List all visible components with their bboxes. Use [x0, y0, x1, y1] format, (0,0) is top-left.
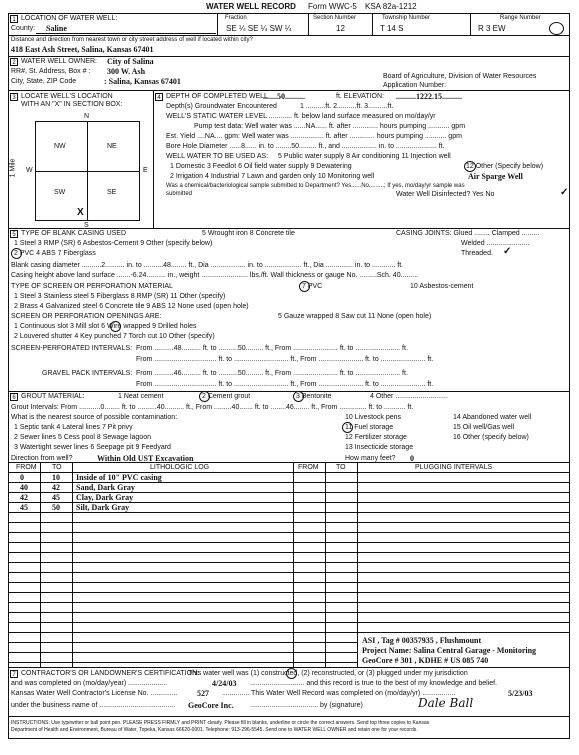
- fuel-storage-circle: [342, 422, 353, 433]
- log-note-2: Project Name: Salina Central Garage - Monitoring: [362, 646, 537, 655]
- screen-asbestos[interactable]: 10 Asbestos-cement: [410, 283, 474, 290]
- casing-threaded[interactable]: Threaded.: [461, 250, 493, 257]
- est-yield[interactable]: Est. Yield ....NA.... gpm: Well water was ................. ft. after ............. hours pumping ........... gpm: [166, 133, 462, 140]
- log-header-to-2: TO: [336, 464, 346, 471]
- log-header-lithologic: LITHOLOGIC LOG: [150, 464, 210, 471]
- chem-submitted: submitted: [166, 191, 193, 197]
- contam-10[interactable]: 10 Livestock pens: [345, 414, 402, 421]
- spi-label: SCREEN-PERFORATED INTERVALS:: [11, 345, 132, 352]
- casing-row-2[interactable]: 2 PVC 4 ABS 7 Fiberglass: [14, 250, 96, 257]
- cert-line-3a: Kansas Water Well Contractor's License No. ..............: [11, 690, 178, 697]
- openings-row-3[interactable]: 2 Louvered shutter 4 Key punched 7 Torch cut 10 Other (specify): [14, 333, 215, 340]
- section-7-number: 7: [10, 670, 18, 678]
- use-row-3[interactable]: 2 Irrigation 4 Industrial 7 Lawn and garden only 10 Monitoring well: [170, 173, 375, 180]
- log-row-line: [8, 512, 570, 513]
- log-row-from[interactable]: 45: [20, 503, 28, 512]
- contam-12[interactable]: 12 Fertilizer storage: [345, 434, 407, 441]
- contam-row-2[interactable]: 2 Sewer lines 5 Cess pool 8 Sewage lagoon: [14, 434, 151, 441]
- section-1-number: 1: [10, 15, 18, 23]
- log-row-line: [8, 552, 570, 553]
- log-row-description[interactable]: Sand, Dark Gray: [76, 483, 135, 492]
- form-statute: KSA 82a-1212: [365, 2, 417, 11]
- signature[interactable]: Dale Ball: [418, 696, 474, 710]
- compass-n: N: [84, 113, 90, 120]
- township-value[interactable]: T 14 S: [380, 24, 404, 33]
- business-name[interactable]: GeoCore Inc.: [188, 701, 234, 710]
- grout-3[interactable]: 3 Bentonite: [296, 393, 332, 400]
- depth-value[interactable]: .......50..........: [263, 92, 305, 101]
- section-2-number: 2: [10, 58, 18, 66]
- casing-welded[interactable]: Welded ......................: [461, 240, 530, 247]
- quadrant-ne: NE: [107, 143, 117, 150]
- log-row-from[interactable]: 0: [20, 473, 24, 482]
- log-row-line: [8, 662, 357, 663]
- howmany-label: How many feet?: [345, 455, 396, 462]
- use-label: WELL WATER TO BE USED AS:: [166, 153, 269, 160]
- cert-line-4b: ................................... by (signature): [250, 702, 363, 709]
- contam-14[interactable]: 14 Abandoned water well: [453, 414, 532, 421]
- disinfected-no-check: ✓: [560, 187, 569, 198]
- casing-joints[interactable]: CASING JOINTS: Glued ........ Clamped .........: [396, 230, 540, 237]
- rr-value[interactable]: 300 W. Ash: [107, 67, 146, 76]
- chem-sample[interactable]: Was a chemical/bacteriological sample submitted to Department? Yes......No.........; If yes, mo/day/yr sample was: [166, 183, 465, 189]
- log-row-line: [8, 582, 570, 583]
- completion-date[interactable]: 4/24/03: [212, 679, 237, 688]
- quadrant-sw: SW: [54, 189, 66, 196]
- grout-2-circle: [199, 391, 210, 402]
- casing-height[interactable]: Casing height above land surface .......-6.24.......... in., weight ........................ lbs./ft. Wall thickness or gauge No. .........Sch. 40.........: [11, 272, 419, 279]
- use-12-circle: [464, 161, 476, 172]
- compass-e: E: [143, 167, 148, 174]
- contamination-label: What is the nearest source of possible contamination:: [11, 414, 178, 421]
- form-number: Form WWC-5: [308, 2, 357, 11]
- openings-row-2[interactable]: 1 Continuous slot 3 Mill slot 6 Wire wrapped 9 Drilled holes: [14, 323, 197, 330]
- section-4-number: 4: [155, 93, 163, 101]
- city-label: City, State, ZIP Code: [11, 78, 77, 85]
- section-6-number: 6: [10, 393, 18, 401]
- s7-label: CONTRACTOR'S OR LANDOWNER'S CERTIFICATION:: [21, 670, 200, 677]
- log-row-from[interactable]: 42: [20, 493, 28, 502]
- screen-row-2[interactable]: 2 Brass 4 Galvanized steel 6 Concrete tile 9 ABS 12 None used (open hole): [14, 303, 249, 310]
- log-row-line: [8, 632, 570, 633]
- fraction-value[interactable]: SE ¼ SE ¼ SW ¼: [226, 24, 292, 33]
- contam-11[interactable]: 11 Fuel storage: [345, 424, 394, 431]
- gravel-pack-label: GRAVEL PACK INTERVALS:: [42, 370, 133, 377]
- mill-slot-circle: [110, 321, 121, 332]
- log-row-line: [8, 532, 570, 533]
- section-number-value[interactable]: 12: [336, 24, 345, 33]
- screen-pvc-circle: [299, 281, 310, 292]
- other-use-value[interactable]: Air Sparge Well: [468, 172, 523, 181]
- howmany-value[interactable]: 0: [410, 454, 414, 463]
- openings-label: SCREEN OR PERFORATION OPENINGS ARE:: [11, 313, 162, 320]
- log-row-to[interactable]: 42: [52, 483, 60, 492]
- contam-row-1[interactable]: 1 Septic tank 4 Lateral lines 7 Pit privy: [14, 424, 133, 431]
- range-label: Range Number: [500, 15, 541, 21]
- casing-row-0[interactable]: 5 Wrought iron 8 Concrete tile: [202, 230, 295, 237]
- county-label: County:: [11, 25, 36, 32]
- log-row-line: [8, 562, 570, 563]
- groundwater-values[interactable]: 1 ..........ft. 2..........ft. 3..........ft.: [300, 103, 394, 110]
- s6-label: GROUT MATERIAL:: [21, 393, 85, 400]
- record-date[interactable]: 5/23/03: [508, 689, 533, 698]
- application-number-label: Application Number:: [383, 82, 447, 89]
- section-3-number: 3: [10, 93, 18, 101]
- elevation-value[interactable]: ..........1222.15..........: [396, 92, 462, 101]
- log-row-line: [8, 542, 570, 543]
- contam-16[interactable]: 16 Other (specify below): [453, 434, 529, 441]
- threaded-check: ✓: [503, 246, 512, 257]
- screen-pvc[interactable]: 7 PVC: [302, 283, 323, 290]
- form-title: WATER WELL RECORD: [206, 2, 296, 11]
- log-row-description[interactable]: Inside of 10" PVC casing: [76, 473, 162, 482]
- cert-line-2a: and was completed on (mo/day/year) ....................: [11, 680, 168, 687]
- openings-row-1[interactable]: 5 Gauze wrapped 8 Saw cut 11 None (open hole): [278, 313, 432, 320]
- well-address[interactable]: 418 East Ash Street, Salina, Kansas 67401: [11, 45, 154, 54]
- fraction-label: Fraction: [225, 15, 247, 21]
- use-row-1[interactable]: 5 Public water supply 8 Air conditioning 11 Injection well: [278, 153, 451, 160]
- spi-row-1[interactable]: From ..........48.......... ft. to ..........50......... ft., From ....................... ft. to ....................... ft.: [136, 345, 408, 352]
- log-row-to[interactable]: 50: [52, 503, 60, 512]
- direction-value[interactable]: Within Old UST Excavation: [97, 454, 194, 463]
- s3-label: LOCATE WELL'S LOCATION: [21, 93, 113, 100]
- s2-label: WATER WELL OWNER:: [21, 58, 97, 65]
- spi-row-2[interactable]: From ................................ ft. to ............................ ft., From ....................... ft. to ....................... ft.: [136, 356, 434, 363]
- log-row-line: [8, 622, 570, 623]
- section-number-label: Section Number: [313, 15, 357, 21]
- log-note-3: GeoCore # 301 , KDHE # US 085 740: [362, 656, 489, 665]
- cert-line-3b: .............. This Water Well Record was completed on (mo/day/yr) .................: [222, 690, 456, 697]
- s3-label-2: WITH AN "X" IN SECTION BOX:: [21, 101, 123, 108]
- casing-pvc-circle: [11, 248, 22, 259]
- mile-label: 1 Mile: [9, 158, 17, 178]
- cert-line-1: This water well was (1) constructed, (2) reconstructed, or (3) plugged under my jurisdiction: [188, 670, 468, 677]
- grout-2[interactable]: 2 Cement grout: [202, 393, 251, 400]
- contam-13[interactable]: 13 Insecticide storage: [345, 444, 414, 451]
- s1-label: LOCATION OF WATER WELL:: [21, 15, 118, 22]
- log-row-to[interactable]: 45: [52, 493, 60, 502]
- compass-s: S: [84, 222, 89, 229]
- cert-line-2b: ............................ and this record is true to the best of my knowledge and belief.: [250, 680, 498, 687]
- bore-hole[interactable]: Bore Hole Diameter ......8...... in. to ........50......... ft., and .................. in. to ..................... ft.: [166, 143, 445, 150]
- log-row-description[interactable]: Clay, Dark Gray: [76, 493, 134, 502]
- use-other[interactable]: 12 Other (Specify below): [466, 163, 544, 170]
- distance-label: Distance and direction from nearest town or city street address of well if located within city?: [11, 37, 253, 43]
- quadrant-nw: NW: [54, 143, 66, 150]
- s5-label: TYPE OF BLANK CASING USED: [21, 230, 127, 237]
- log-note-1: ASI , Tag # 00357935 , Flushmount: [362, 636, 482, 645]
- gravel-pack-row-2[interactable]: From ................................ ft. to ............................ ft., From ....................... ft. to ....................... ft.: [136, 381, 434, 388]
- instructions-line-1: INSTRUCTIONS: Use typewriter or ball point pen. PLEASE PRESS FIRMLY and PRINT clearly. Please fill in blanks, underline or circle the correct answers. Send top three copies to Kansas: [11, 720, 430, 726]
- blank-casing-diameter[interactable]: Blank casing diameter ..........2.......... in. to ..........48........ ft., Dia .................. in. to ................... ft., Dia .............. in. to ............ ft.: [11, 262, 404, 269]
- log-row-line: [8, 642, 357, 643]
- constructed-circle: [286, 668, 297, 679]
- log-row-to[interactable]: 10: [52, 473, 60, 482]
- instructions-line-2: Department of Health and Environment, Bureau of Water, Topeka, Kansas 66620-0001. Telephone: 913-296-5545. Send one to WATER WELL OWNER and retain one for your records.: [11, 727, 418, 733]
- log-row-line: [8, 522, 570, 523]
- contam-row-3[interactable]: 3 Watertight sewer lines 6 Seepage pit 9 Feedyard: [14, 444, 171, 451]
- city-value[interactable]: : Salina, Kansas 67401: [104, 77, 181, 86]
- cert-line-4a: under the business name of .......................................: [11, 702, 176, 709]
- grout-3-circle: [293, 391, 304, 402]
- log-header-to: TO: [52, 464, 62, 471]
- direction-label: Direction from well?: [11, 455, 73, 462]
- log-row-line: [8, 612, 570, 613]
- board-label: Board of Agriculture, Division of Water Resources: [383, 73, 537, 80]
- s4-label: DEPTH OF COMPLETED WELL: [166, 93, 268, 100]
- static-level[interactable]: WELL'S STATIC WATER LEVEL ............ ft. below land surface measured on mo/day/yr: [166, 113, 436, 120]
- county-value[interactable]: Saline: [46, 24, 67, 33]
- grout-intervals[interactable]: Grout Intervals: From ...........0........ ft. to ..........40.......... ft., From .........40....... ft. to ........46........ ft., From .............. ft. to ........... ft.: [11, 404, 414, 411]
- log-row-line: [8, 592, 570, 593]
- log-header-plugging: PLUGGING INTERVALS: [415, 464, 493, 471]
- log-header-from: FROM: [16, 464, 37, 471]
- compass-w: W: [26, 167, 33, 174]
- groundwater-label: Depth(s) Groundwater Encountered: [166, 103, 277, 110]
- quadrant-se: SE: [107, 189, 117, 196]
- contam-15[interactable]: 15 Oil well/Gas well: [453, 424, 515, 431]
- grout-4[interactable]: 4 Other ...........................: [370, 393, 448, 400]
- owner-value[interactable]: City of Salina: [107, 57, 154, 66]
- range-ew-circle: [549, 22, 564, 35]
- range-value[interactable]: R 3 EW: [478, 24, 506, 33]
- gravel-pack-row-1[interactable]: From ..........46.......... ft. to ..........50......... ft., From ....................... ft. to ....................... ft.: [136, 370, 408, 377]
- screen-row-1[interactable]: 1 Steel 3 Stainless steel 5 Fiberglass 8 RMP (SR) 11 Other (specify): [14, 293, 226, 300]
- elevation-label: ft. ELEVATION:: [336, 93, 384, 100]
- disinfected[interactable]: Water Well Disinfected? Yes No: [396, 191, 495, 198]
- section-5-number: 5: [10, 230, 18, 238]
- log-row-line: [8, 652, 357, 653]
- well-location-x: X: [77, 207, 84, 218]
- rr-label: RR#, St. Address, Box # :: [11, 68, 91, 75]
- log-row-line: [8, 572, 570, 573]
- log-row-description[interactable]: Silt, Dark Gray: [76, 503, 130, 512]
- log-header-from-2: FROM: [298, 464, 319, 471]
- log-row-line: [8, 602, 570, 603]
- casing-row-1[interactable]: 1 Steel 3 RMP (SR) 6 Asbestos-Cement 9 Other (specify below): [14, 240, 213, 247]
- screen-label: TYPE OF SCREEN OR PERFORATION MATERIAL: [11, 283, 173, 290]
- grout-1[interactable]: 1 Neat cement: [118, 393, 164, 400]
- pump-test[interactable]: Pump test data: Well water was ......NA...... ft. after ............. hours pumping ........... gpm: [194, 123, 466, 130]
- use-row-2[interactable]: 1 Domestic 3 Feedlot 6 Oil field water supply 9 Dewatering: [170, 163, 352, 170]
- license-number[interactable]: 527: [197, 689, 209, 698]
- log-row-from[interactable]: 40: [20, 483, 28, 492]
- township-label: Township Number: [382, 15, 431, 21]
